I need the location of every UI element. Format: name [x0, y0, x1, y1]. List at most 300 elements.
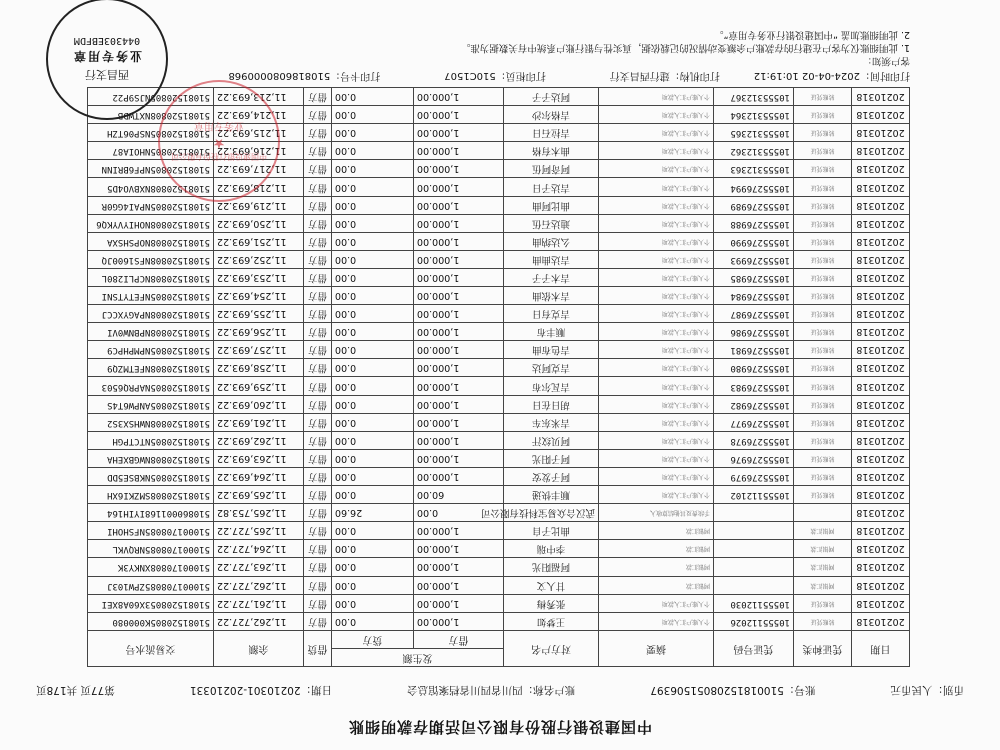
cell-debit: 1,000.00 [414, 395, 504, 413]
cell-credit: 0.00 [332, 124, 414, 142]
cell-date: 20210318 [852, 305, 910, 323]
account-number: 账号：51001815208051506397 [650, 684, 816, 696]
cell-date: 20210318 [852, 287, 910, 305]
cell-balance: 11,218,693.22 [214, 178, 304, 196]
cell-voucher-type: 转账凭证 [794, 449, 852, 467]
cell-date: 20210318 [852, 323, 910, 341]
cell-dc: 借方 [304, 540, 332, 558]
cell-dc: 借方 [304, 359, 332, 377]
cell-counterparty: 阿子阳光 [504, 449, 599, 467]
cell-debit: 1,000.00 [414, 449, 504, 467]
cell-debit: 1,000.00 [414, 540, 504, 558]
cell-summary: 个人账户汇入款项 [599, 486, 714, 504]
cell-balance: 11,257,693.22 [214, 341, 304, 359]
cell-debit: 1,000.00 [414, 431, 504, 449]
table-row [88, 576, 910, 594]
cell-dc: 借方 [304, 576, 332, 594]
cell-voucher-no: 10555276978 [714, 431, 794, 449]
table-row [88, 323, 910, 341]
cell-debit: 1,000.00 [414, 196, 504, 214]
cell-voucher-no: 10555276976 [714, 449, 794, 467]
cell-debit: 1,000.00 [414, 377, 504, 395]
cell-txn-no: 510001708085ZPW103J [88, 576, 214, 594]
cell-summary: 网银汇款 [599, 522, 714, 540]
cell-date: 20210318 [852, 504, 910, 522]
cell-credit: 0.00 [332, 323, 414, 341]
cell-date: 20210318 [852, 142, 910, 160]
cell-date: 20210318 [852, 558, 910, 576]
seal-star-icon: ★ [212, 135, 226, 151]
cell-txn-no: 51081520805NAPRQ6503 [88, 377, 214, 395]
cell-summary: 个人账户汇入款项 [599, 467, 714, 485]
cell-txn-no: 51081520808SMZKI6XH [88, 486, 214, 504]
cell-counterparty: 王梦如 [504, 612, 599, 630]
cell-voucher-no: 10555276994 [714, 178, 794, 196]
cell-date: 20210318 [852, 88, 910, 106]
table-row [88, 612, 910, 630]
cell-voucher-type: 转账凭证 [794, 232, 852, 250]
cell-dc: 借方 [304, 486, 332, 504]
customer-notes [88, 28, 910, 67]
cell-voucher-no: 10555276986 [714, 323, 794, 341]
page-number: 第77页 共178页 [36, 684, 115, 696]
cell-counterparty: 阿子发安 [504, 467, 599, 485]
cell-txn-no: 510001708085NRQVKL [88, 540, 214, 558]
cell-counterparty: 吉达子日 [504, 178, 599, 196]
cell-debit: 1,000.00 [414, 576, 504, 594]
cell-txn-no: 51081520805K000080 [88, 612, 214, 630]
cell-txn-no: 51081520808NPBNW0VI [88, 323, 214, 341]
cell-credit: 0.00 [332, 377, 414, 395]
cell-voucher-type: 转账凭证 [794, 413, 852, 431]
cell-dc: 借方 [304, 268, 332, 286]
cell-voucher-no [714, 522, 794, 540]
cell-balance: 11,217,693.22 [214, 160, 304, 178]
cell-summary: 个人账户汇入款项 [599, 250, 714, 268]
table-row [88, 449, 910, 467]
cell-debit: 1,000.00 [414, 142, 504, 160]
cell-summary: 个人账户汇入款项 [599, 287, 714, 305]
cell-summary: 网银汇款 [599, 576, 714, 594]
cell-credit: 26.60 [332, 504, 414, 522]
cell-date: 20210318 [852, 268, 910, 286]
cell-date: 20210318 [852, 106, 910, 124]
header-txn-no: 交易流水号 [88, 630, 214, 666]
cell-txn-no: 51000170808XNKY3K [88, 558, 214, 576]
cell-summary: 个人账户汇入款项 [599, 431, 714, 449]
cell-counterparty: 阿奇阿伍 [504, 160, 599, 178]
cell-dc: 借方 [304, 250, 332, 268]
print-teller: 打印柜员：510C1507 [444, 70, 546, 81]
cell-voucher-no: 10555276977 [714, 413, 794, 431]
cell-voucher-no: 10555312365 [714, 124, 794, 142]
cell-voucher-no: 10555276980 [714, 359, 794, 377]
cell-debit: 1,000.00 [414, 305, 504, 323]
table-row [88, 504, 910, 522]
cell-credit: 0.00 [332, 196, 414, 214]
cell-debit: 1,000.00 [414, 522, 504, 540]
cell-counterparty: 阿达子子 [504, 88, 599, 106]
cell-voucher-no: 10555276988 [714, 214, 794, 232]
cell-txn-no: 51081520805ANPW6T4S [88, 395, 214, 413]
cell-voucher-no: 10555276981 [714, 341, 794, 359]
cell-balance: 11,250,693.22 [214, 214, 304, 232]
cell-summary: 个人账户汇入款项 [599, 88, 714, 106]
cell-dc: 借方 [304, 341, 332, 359]
date-range: 日期：20210301-20210331 [189, 684, 333, 696]
cell-balance: 11,265,753.82 [214, 504, 304, 522]
notes-heading: 客户须知： [862, 55, 910, 66]
cell-txn-no: 51081520805NKBSE5DD [88, 467, 214, 485]
cell-balance: 11,219,693.22 [214, 196, 304, 214]
cell-summary: 个人账户汇入款项 [599, 449, 714, 467]
seal-code: 044303EBFDM [73, 35, 141, 46]
cell-credit: 0.00 [332, 486, 414, 504]
cell-balance: 11,214,693.22 [214, 106, 304, 124]
cell-balance: 11,258,693.22 [214, 359, 304, 377]
header-voucher-type: 凭证种类 [794, 630, 852, 666]
cell-summary: 个人账户汇入款项 [599, 160, 714, 178]
cell-debit: 1,000.00 [414, 232, 504, 250]
cell-txn-no: 51081520805NJS9P22 [88, 88, 214, 106]
notes-line-1: 1. 此明细账仅为客户在建行的存款账户余额变动情况的记载依据，真实性与银行账户系统中有关数据为准。 [460, 42, 910, 53]
cell-voucher-no: 10555276993 [714, 250, 794, 268]
cell-dc: 借方 [304, 558, 332, 576]
cell-summary: 个人账户汇入款项 [599, 612, 714, 630]
cell-counterparty: 吉米东车 [504, 413, 599, 431]
cell-voucher-type: 网银汇款 [794, 576, 852, 594]
cell-txn-no: 51081520808NOHIYVYKQ6 [88, 214, 214, 232]
cell-credit: 0.00 [332, 359, 414, 377]
cell-counterparty: 吉拉石日 [504, 124, 599, 142]
cell-summary: 个人账户汇入款项 [599, 413, 714, 431]
cell-debit: 1,000.00 [414, 160, 504, 178]
cell-credit: 0.00 [332, 341, 414, 359]
table-row [88, 486, 910, 504]
cell-summary: 个人账户汇入款项 [599, 395, 714, 413]
seal-branch: 西昌支行 [85, 68, 129, 81]
cell-summary: 个人账户汇入款项 [599, 594, 714, 612]
cell-credit: 0.00 [332, 540, 414, 558]
cell-balance: 11,215,693.22 [214, 124, 304, 142]
cell-counterparty: 曲比阿曲 [504, 196, 599, 214]
table-row [88, 395, 910, 413]
table-row [88, 268, 910, 286]
cell-dc: 借方 [304, 160, 332, 178]
cell-debit: 1,000.00 [414, 106, 504, 124]
currency-label: 币别：人民币元 [890, 684, 964, 696]
table-row [88, 377, 910, 395]
cell-voucher-type: 转账凭证 [794, 305, 852, 323]
cell-counterparty: 吉瓦尔布 [504, 377, 599, 395]
cell-voucher-no: 10555112102 [714, 486, 794, 504]
table-row [88, 467, 910, 485]
cell-voucher-no [714, 540, 794, 558]
cell-date: 20210318 [852, 160, 910, 178]
cell-summary: 个人账户汇入款项 [599, 178, 714, 196]
cell-credit: 0.00 [332, 88, 414, 106]
cell-txn-no: 51081520805NTCTPGH [88, 431, 214, 449]
cell-balance: 11,259,693.22 [214, 377, 304, 395]
header-voucher-no: 凭证号码 [714, 630, 794, 666]
cell-dc: 借方 [304, 196, 332, 214]
cell-counterparty: 曲木有格 [504, 142, 599, 160]
cell-dc: 借方 [304, 522, 332, 540]
cell-debit: 1,000.00 [414, 467, 504, 485]
cell-dc: 借方 [304, 467, 332, 485]
cell-txn-no: 51081520805NSP06TZH [88, 124, 214, 142]
cell-voucher-type: 转账凭证 [794, 287, 852, 305]
cell-balance: 11,260,693.22 [214, 395, 304, 413]
cell-voucher-no: 10555276990 [714, 232, 794, 250]
cell-voucher-no: 10555276989 [714, 196, 794, 214]
table-row [88, 232, 910, 250]
cell-voucher-type: 转账凭证 [794, 124, 852, 142]
cell-debit: 1,000.00 [414, 323, 504, 341]
cell-dc: 借方 [304, 142, 332, 160]
cell-voucher-type: 转账凭证 [794, 106, 852, 124]
cell-date: 20210318 [852, 250, 910, 268]
cell-credit: 0.00 [332, 558, 414, 576]
statement-title: 中国建设银行股份有限公司活期存款明细账 [348, 718, 653, 736]
cell-balance: 11,254,693.22 [214, 287, 304, 305]
header-balance: 余额 [214, 630, 304, 666]
cell-balance: 11,261,693.22 [214, 413, 304, 431]
cell-balance: 11,262,727.22 [214, 576, 304, 594]
print-branch: 打印机构：建行西昌支行 [609, 70, 720, 81]
cell-counterparty: 甘人文 [504, 576, 599, 594]
cell-balance: 11,213,693.22 [214, 88, 304, 106]
cell-voucher-type: 网银汇款 [794, 540, 852, 558]
cell-voucher-type: 转账凭证 [794, 142, 852, 160]
cell-date: 20210318 [852, 594, 910, 612]
cell-voucher-no: 10555276982 [714, 395, 794, 413]
seal-title: 业务专用章 [72, 49, 143, 63]
cell-voucher-type: 转账凭证 [794, 377, 852, 395]
branch-business-seal [46, 0, 168, 120]
cell-voucher-type: 转账凭证 [794, 359, 852, 377]
cell-credit: 0.00 [332, 413, 414, 431]
header-summary: 摘要 [599, 630, 714, 666]
account-name: 账户名称：四川省四川省档案馆总会 [407, 684, 576, 696]
cell-txn-no: 510001708085NFSHOHI [88, 522, 214, 540]
cell-voucher-type: 转账凭证 [794, 178, 852, 196]
cell-txn-no: 51081520808NCPLI280L [88, 268, 214, 286]
cell-voucher-type: 转账凭证 [794, 612, 852, 630]
cell-counterparty: 曲比子自 [504, 522, 599, 540]
cell-summary: 个人账户汇入款项 [599, 268, 714, 286]
cell-debit: 1,000.00 [414, 413, 504, 431]
cell-txn-no: 51081520808NPAGYXCCJ [88, 305, 214, 323]
cell-balance: 11,255,693.22 [214, 305, 304, 323]
cell-date: 20210318 [852, 540, 910, 558]
cell-credit: 0.00 [332, 467, 414, 485]
cell-voucher-no: 10555276983 [714, 377, 794, 395]
cell-credit: 0.00 [332, 449, 414, 467]
cell-txn-no: 510815208053X60A8XEI [88, 594, 214, 612]
cell-dc: 借方 [304, 124, 332, 142]
cell-dc: 借方 [304, 612, 332, 630]
cell-counterparty: 顺丰布 [504, 323, 599, 341]
cell-txn-no: 51081520805NPAI4GG0R [88, 196, 214, 214]
cell-dc: 借方 [304, 214, 332, 232]
cell-txn-no: 510860001168IYIH164 [88, 504, 214, 522]
header-credit: 贷方 [332, 630, 414, 648]
cell-credit: 0.00 [332, 594, 414, 612]
table-row [88, 287, 910, 305]
cell-date: 20210318 [852, 395, 910, 413]
cell-txn-no: 51081520805NFETYTSNI [88, 287, 214, 305]
cell-voucher-type: 网银汇款 [794, 558, 852, 576]
table-row [88, 341, 910, 359]
cell-balance: 11,264,693.22 [214, 467, 304, 485]
cell-voucher-type: 转账凭证 [794, 341, 852, 359]
cell-balance: 11,265,693.22 [214, 486, 304, 504]
cell-dc: 借方 [304, 504, 332, 522]
cell-credit: 0.00 [332, 250, 414, 268]
statement-meta [36, 683, 964, 698]
cell-date: 20210318 [852, 377, 910, 395]
cell-counterparty: 迪达石伍 [504, 214, 599, 232]
cell-date: 20210318 [852, 522, 910, 540]
cell-voucher-type: 转账凭证 [794, 486, 852, 504]
cell-voucher-no: 10555276985 [714, 268, 794, 286]
cell-dc: 借方 [304, 431, 332, 449]
cell-summary: 个人账户汇入款项 [599, 124, 714, 142]
cell-txn-no: 51081520808NFETMZQ9 [88, 359, 214, 377]
table-row [88, 305, 910, 323]
cell-voucher-type: 转账凭证 [794, 323, 852, 341]
cell-credit: 0.00 [332, 142, 414, 160]
cell-balance: 11,216,693.22 [214, 142, 304, 160]
cell-balance: 11,263,727.22 [214, 558, 304, 576]
cell-counterparty: 吉色布曲 [504, 341, 599, 359]
cell-dc: 借方 [304, 88, 332, 106]
cell-summary: 网银汇款 [599, 540, 714, 558]
cell-txn-no: 51081520805NPMPHPC9 [88, 341, 214, 359]
cell-balance: 11,262,693.22 [214, 431, 304, 449]
cell-dc: 借方 [304, 232, 332, 250]
cell-voucher-no: 10555112026 [714, 612, 794, 630]
cell-txn-no: 51081520808NXBVO4D5 [88, 178, 214, 196]
cell-date: 20210318 [852, 486, 910, 504]
cell-voucher-type: 转账凭证 [794, 395, 852, 413]
cell-balance: 11,265,727.22 [214, 522, 304, 540]
cell-debit: 1,000.00 [414, 268, 504, 286]
cell-summary: 个人账户汇入款项 [599, 196, 714, 214]
cell-voucher-no: 10555276979 [714, 467, 794, 485]
cell-summary: 网银汇款 [599, 558, 714, 576]
cell-debit: 1,000.00 [414, 214, 504, 232]
cell-counterparty: 阿贝纹汗 [504, 431, 599, 449]
red-seal-text: 中国建设银行股份有限公司 [171, 152, 267, 161]
cell-date: 20210318 [852, 214, 910, 232]
cell-debit: 1,000.00 [414, 341, 504, 359]
cell-summary: 个人账户汇入款项 [599, 106, 714, 124]
cell-txn-no: 51081520805NHOIA87 [88, 142, 214, 160]
cell-counterparty: 吉克阿达 [504, 359, 599, 377]
cell-voucher-no [714, 576, 794, 594]
cell-voucher-type: 转账凭证 [794, 196, 852, 214]
cell-counterparty: 张秀梅 [504, 594, 599, 612]
cell-date: 20210318 [852, 467, 910, 485]
cell-debit: 1,000.00 [414, 124, 504, 142]
cell-date: 20210318 [852, 359, 910, 377]
cell-date: 20210318 [852, 232, 910, 250]
cell-counterparty: 么达纳曲 [504, 232, 599, 250]
cell-dc: 借方 [304, 305, 332, 323]
cell-date: 20210318 [852, 124, 910, 142]
red-seal-mark: 业务专用章 [194, 120, 244, 131]
cell-credit: 0.00 [332, 305, 414, 323]
cell-date: 20210318 [852, 178, 910, 196]
cell-date: 20210318 [852, 413, 910, 431]
cell-summary: 个人账户汇入款项 [599, 305, 714, 323]
cell-voucher-no [714, 558, 794, 576]
cell-voucher-type: 转账凭证 [794, 268, 852, 286]
cell-txn-no: 51081520808NXTWDB [88, 106, 214, 124]
cell-voucher-type: 转账凭证 [794, 467, 852, 485]
cell-debit: 1,000.00 [414, 250, 504, 268]
table-row [88, 540, 910, 558]
cell-credit: 0.00 [332, 232, 414, 250]
cell-txn-no: 51081520808NWGBXEHA [88, 449, 214, 467]
cell-voucher-no [714, 504, 794, 522]
cell-credit: 0.00 [332, 160, 414, 178]
cell-summary: 个人账户汇入款项 [599, 232, 714, 250]
table-row [88, 594, 910, 612]
cell-voucher-no: 10555312364 [714, 106, 794, 124]
notes-line-2: 2. 此明细账加盖 “中国建设银行业务专用章”。 [714, 29, 910, 40]
table-row [88, 214, 910, 232]
cell-dc: 借方 [304, 178, 332, 196]
cell-date: 20210318 [852, 449, 910, 467]
cell-balance: 11,261,727.22 [214, 594, 304, 612]
cell-credit: 0.00 [332, 395, 414, 413]
cell-counterparty: 吉达曲曲 [504, 250, 599, 268]
cell-voucher-type [794, 504, 852, 522]
cell-credit: 0.00 [332, 522, 414, 540]
cell-summary: 个人账户汇入款项 [599, 359, 714, 377]
cell-date: 20210318 [852, 431, 910, 449]
cell-summary: 个人账户汇入款项 [599, 214, 714, 232]
cell-credit: 0.00 [332, 106, 414, 124]
cell-balance: 11,262,727.22 [214, 612, 304, 630]
cell-txn-no: 51081520808NWHSX3S2 [88, 413, 214, 431]
cell-date: 20210318 [852, 341, 910, 359]
cell-voucher-no: 10555312362 [714, 142, 794, 160]
cell-date: 20210318 [852, 612, 910, 630]
cell-balance: 11,251,693.22 [214, 232, 304, 250]
cell-dc: 借方 [304, 395, 332, 413]
cell-voucher-type: 转账凭证 [794, 88, 852, 106]
cell-debit: 1,000.00 [414, 612, 504, 630]
cell-dc: 借方 [304, 287, 332, 305]
cell-dc: 借方 [304, 449, 332, 467]
cell-voucher-type: 转账凭证 [794, 594, 852, 612]
cell-voucher-no: 10555312367 [714, 88, 794, 106]
print-time: 打印时间：2024-04-02 10:19:12 [753, 70, 910, 81]
red-bank-seal [158, 80, 280, 202]
cell-balance: 11,256,693.22 [214, 323, 304, 341]
cell-counterparty: 胡日在日 [504, 395, 599, 413]
cell-voucher-no: 10555112030 [714, 594, 794, 612]
table-row [88, 250, 910, 268]
table-row [88, 522, 910, 540]
cell-counterparty: 吉克有日 [504, 305, 599, 323]
cell-summary: 手续费及其他结算收入 [599, 504, 714, 522]
header-dc: 借贷 [304, 630, 332, 666]
